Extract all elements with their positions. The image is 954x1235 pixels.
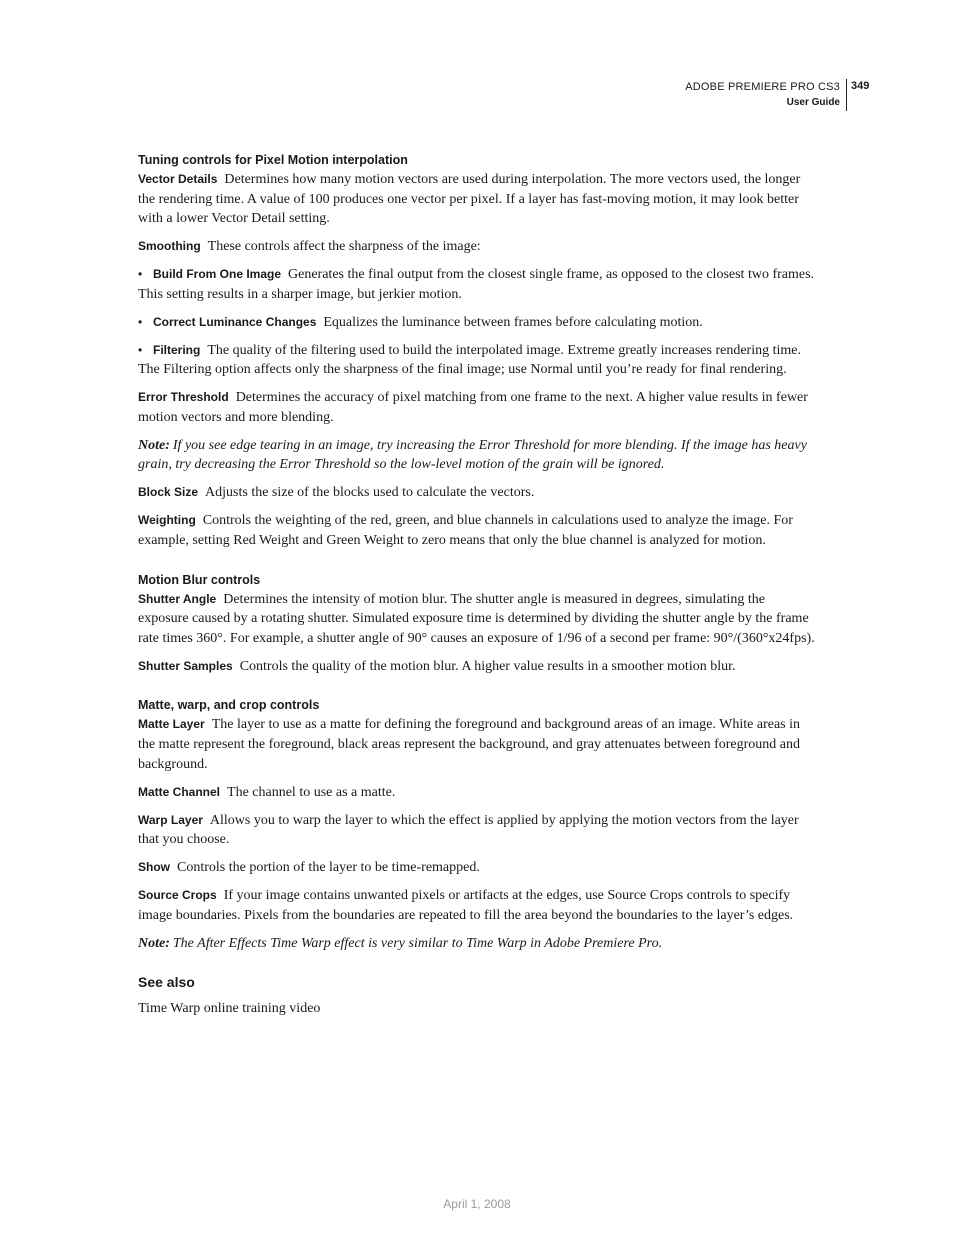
bullet-icon: • bbox=[138, 267, 143, 282]
definition-text: Controls the quality of the motion blur. A higher value results in a smoother motion blur. bbox=[239, 658, 736, 674]
term-label: Matte Layer bbox=[138, 717, 205, 732]
term-label: Build From One Image bbox=[153, 267, 282, 282]
section-heading-motion-blur: Motion Blur controls bbox=[138, 572, 261, 587]
definition-vector-details bbox=[138, 170, 815, 229]
term-label: Vector Details bbox=[138, 172, 218, 186]
definition-text: Allows you to warp the layer to which the effect is applied by applying the motion vectors from the layer that you choose. bbox=[138, 812, 799, 848]
section-heading-tuning: Tuning controls for Pixel Motion interpolation bbox=[138, 153, 408, 167]
definition-text: The quality of the filtering used to build the interpolated image. Extreme greatly increases rendering time. The Filtering option affects only the sharpness of the final image; use Normal until you’re ready for final rendering. bbox=[138, 342, 801, 378]
definition-error-threshold bbox=[138, 388, 815, 427]
term-label: Smoothing bbox=[138, 239, 201, 254]
term-label: Source Crops bbox=[138, 888, 217, 903]
bullet-icon: • bbox=[138, 342, 143, 357]
page-number: 349 bbox=[851, 80, 870, 92]
note-label: Note: bbox=[138, 437, 170, 453]
definition-matte-layer bbox=[138, 715, 815, 774]
note-label: Note: bbox=[138, 935, 170, 951]
running-header bbox=[685, 79, 847, 111]
bullet-item-correct-luminance bbox=[138, 313, 815, 333]
definition-text: Equalizes the luminance between frames before calculating motion. bbox=[323, 314, 703, 330]
term-label: Weighting bbox=[138, 513, 196, 528]
definition-matte-channel bbox=[138, 783, 815, 803]
header-product: ADOBE PREMIERE PRO CS3 bbox=[685, 81, 840, 93]
definition-text: The channel to use as a matte. bbox=[227, 784, 396, 800]
definition-text: If your image contains unwanted pixels or artifacts at the edges, use Source Crops controls to specify image boundaries. Pixels from the boundaries are repeated to fill the area beyond the boundaries to the layer’s edges. bbox=[138, 888, 794, 923]
bullet-item-build-from-one-image bbox=[138, 265, 815, 304]
definition-source-crops bbox=[138, 886, 815, 925]
definition-shutter-angle bbox=[138, 590, 815, 649]
note-text: The After Effects Time Warp effect is very similar to Time Warp in Adobe Premiere Pro. bbox=[172, 935, 663, 951]
definition-weighting bbox=[138, 511, 815, 550]
term-label: Correct Luminance Changes bbox=[153, 314, 317, 329]
header-guide: User Guide bbox=[786, 97, 840, 108]
term-label: Shutter Angle bbox=[138, 591, 217, 606]
note-error-threshold bbox=[138, 436, 815, 475]
definition-show bbox=[138, 858, 815, 878]
term-label: Matte Channel bbox=[138, 784, 221, 799]
definition-block-size bbox=[138, 483, 815, 503]
definition-warp-layer bbox=[138, 811, 815, 850]
term-label: Shutter Samples bbox=[138, 658, 233, 673]
definition-text: Adjusts the size of the blocks used to calculate the vectors. bbox=[205, 485, 535, 501]
term-label: Show bbox=[138, 860, 170, 875]
bullet-icon: • bbox=[138, 314, 143, 329]
definition-text: Determines how many motion vectors are used during interpolation. The more vectors used, the longer the rendering time. A value of 100 produces one vector per pixel. If a layer has fast-moving motion, it may look better with a lower Vector Detail setting. bbox=[138, 172, 801, 227]
page-content bbox=[138, 151, 815, 1018]
definition-text: Controls the portion of the layer to be time-remapped. bbox=[177, 860, 480, 876]
footer-date: April 1, 2008 bbox=[443, 1197, 511, 1211]
see-also-link[interactable]: Time Warp online training video bbox=[138, 1000, 321, 1016]
definition-text: These controls affect the sharpness of the image: bbox=[207, 239, 481, 255]
definition-text: Determines the intensity of motion blur. The shutter angle is measured in degrees, simulating the exposure caused by a rotating shutter. Simulated exposure time is determined by dividing the shutter angle by the frame rate times 360°. For example, a shutter angle of 90° causes an exposure of 1/96 of a second per frame: 90°/(360°x24fps). bbox=[138, 591, 815, 646]
definition-text: Determines the accuracy of pixel matching from one frame to the next. A higher value results in fewer motion vectors and more blending. bbox=[138, 390, 808, 425]
definition-text: Controls the weighting of the red, green, and blue channels in calculations used to analyze the image. For example, setting Red Weight and Green Weight to zero means that only the blue channel is analyzed for motion. bbox=[138, 513, 793, 549]
note-time-warp bbox=[138, 934, 815, 954]
definition-shutter-samples bbox=[138, 657, 815, 677]
bullet-item-filtering bbox=[138, 341, 815, 380]
definition-text: Generates the final output from the closest single frame, as opposed to the closest two frames. This setting results in a sharper image, but jerkier motion. bbox=[138, 267, 815, 302]
see-also-heading: See also bbox=[138, 974, 195, 991]
term-label: Error Threshold bbox=[138, 390, 229, 405]
term-label: Block Size bbox=[138, 485, 199, 500]
section-heading-matte: Matte, warp, and crop controls bbox=[138, 698, 320, 713]
term-label: Filtering bbox=[153, 342, 201, 357]
definition-smoothing bbox=[138, 237, 815, 257]
definition-text: The layer to use as a matte for defining the foreground and background areas of an image. White areas in the matte represent the foreground, black areas represent the background, and gray attenuates between foreground and background. bbox=[138, 717, 800, 772]
term-label: Warp Layer bbox=[138, 812, 203, 827]
note-text: If you see edge tearing in an image, try increasing the Error Threshold for more blending. If the image has heavy grain, try decreasing the Error Threshold so the low-level motion of the grain will be ignored. bbox=[138, 437, 807, 473]
